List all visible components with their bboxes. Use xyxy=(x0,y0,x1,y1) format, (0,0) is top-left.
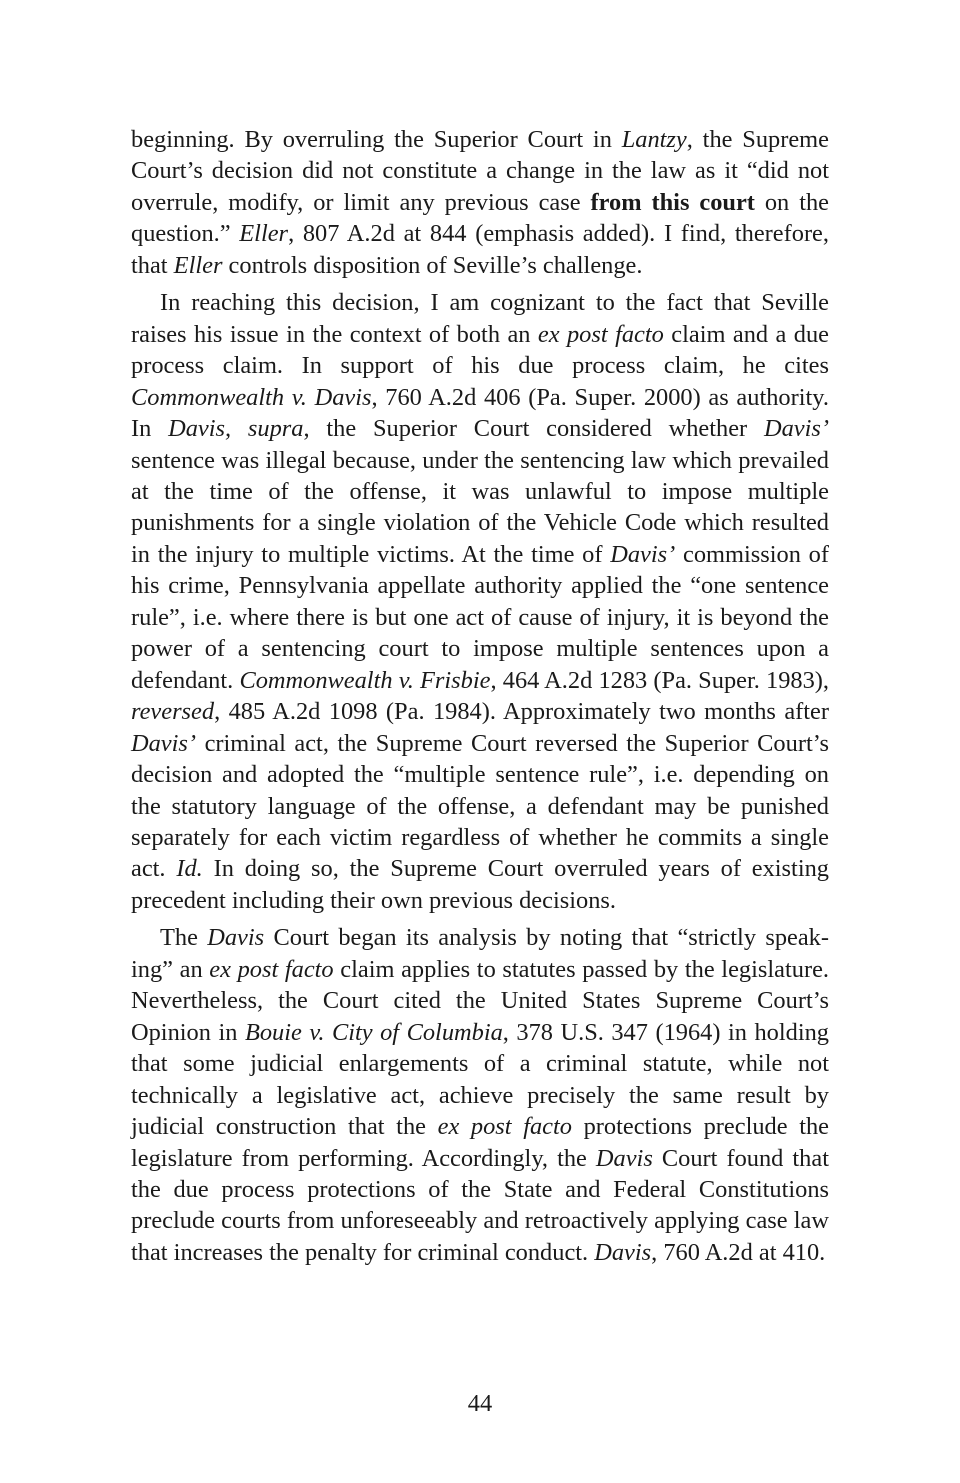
italic-text: ex post facto xyxy=(209,955,334,983)
italic-text: Davis xyxy=(595,1144,653,1172)
text-run: protections preclude the legislature from performing. Accordingly, the xyxy=(131,1113,829,1172)
italic-text: ex post facto xyxy=(437,1113,572,1141)
text-run: Court found that the due process protections of the State and Federal Constitutions preclude courts from unforeseeably and retroactively applying case law that increases the penalty for criminal conduct. xyxy=(131,1144,829,1266)
text-run: The xyxy=(160,924,208,952)
text-run: , 760 A.2d at 410. xyxy=(651,1238,826,1266)
text-run: , 807 A.2d at 844 (emphasis added). I find, therefore, that xyxy=(131,220,829,279)
italic-text: Eller xyxy=(173,251,223,279)
text-run: In reaching this decision, I am cognizant to the fact that Seville raises his issue in the context of both an xyxy=(131,289,829,348)
italic-text: Davis xyxy=(207,924,265,952)
body-text xyxy=(131,124,829,1268)
italic-text: Davis’ xyxy=(131,729,197,757)
page-number: 44 xyxy=(467,1390,493,1417)
paragraph xyxy=(131,287,829,916)
text-run: controls disposition of Seville’s challenge. xyxy=(222,251,643,279)
bold-text: from this court xyxy=(590,188,755,216)
text-run: , 378 U.S. 347 (1964) in holding that some judicial enlargements of a criminal statute, while not technically a legislative act, achieve precisely the same result by judicial construction that the xyxy=(131,1018,829,1141)
italic-text: Lantzy xyxy=(621,126,687,153)
text-run: , 485 A.2d 1098 (Pa. 1984). Approximately two months after xyxy=(214,698,829,726)
italic-text: Davis’ xyxy=(763,415,829,443)
text-run: sentence was illegal because, under the sentencing law which prevailed at the time of the offense, it was unlawful to impose multiple punishments for a single violation of the Vehicle Code which resulted in the injury to multiple victims. At the time of xyxy=(131,446,829,568)
text-run: , 760 A.2d 406 (Pa. Super. 2000) as authority. In xyxy=(131,383,829,443)
italic-text: reversed xyxy=(131,698,215,726)
text-run: commission of his crime, Pennsylvania appellate authority applied the “one sentence rule”, i.e. where there is but one act of cause of injury, it is beyond the power of a sentencing court to impose multiple sentences upon a defendant. xyxy=(131,540,829,694)
italic-text: Bouie v. City of Columbia xyxy=(244,1018,503,1046)
text-run: criminal act, the Supreme Court reversed the Superior Court’s decision and adopted the “multiple sentence rule”, i.e. depending on the statutory language of the offense, a defendant may be punished separately for each victim regardless of whether he commits a single act. xyxy=(131,729,829,883)
italic-text: Eller xyxy=(239,220,289,248)
italic-text: ex post facto xyxy=(537,320,664,348)
text-run: , the Superior Court considered whether xyxy=(303,415,764,443)
text-run: beginning. By overruling the Superior Court in xyxy=(131,126,622,153)
text-run: claim and a due process claim. In support of his due process claim, he cites xyxy=(131,320,830,380)
italic-text: Id. xyxy=(176,855,203,883)
text-run: on the question.” xyxy=(131,188,829,248)
text-run: , 464 A.2d 1283 (Pa. Super. 1983), xyxy=(490,666,830,694)
italic-text: Davis’ xyxy=(610,540,676,568)
italic-text: Commonwealth v. Frisbie xyxy=(239,666,491,694)
italic-text: Davis, supra xyxy=(168,415,304,443)
text-run: , the Supreme Court’s decision did not constitute a change in the law as it “did not overrule, modify, or limit any previous case xyxy=(131,126,829,216)
italic-text: Davis xyxy=(594,1238,652,1266)
text-run: Court began its analysis by noting that “strictly speaking” an xyxy=(131,924,829,983)
italic-text: Commonwealth v. Davis xyxy=(131,383,372,411)
paragraph xyxy=(131,124,829,281)
paragraph xyxy=(131,922,829,1268)
text-run: In doing so, the Supreme Court overruled years of existing precedent including their own previous decisions. xyxy=(131,855,829,914)
text-run: claim applies to statutes passed by the legislature. Nevertheless, the Court cited the United States Supreme Court’s Opinion in xyxy=(131,955,829,1046)
